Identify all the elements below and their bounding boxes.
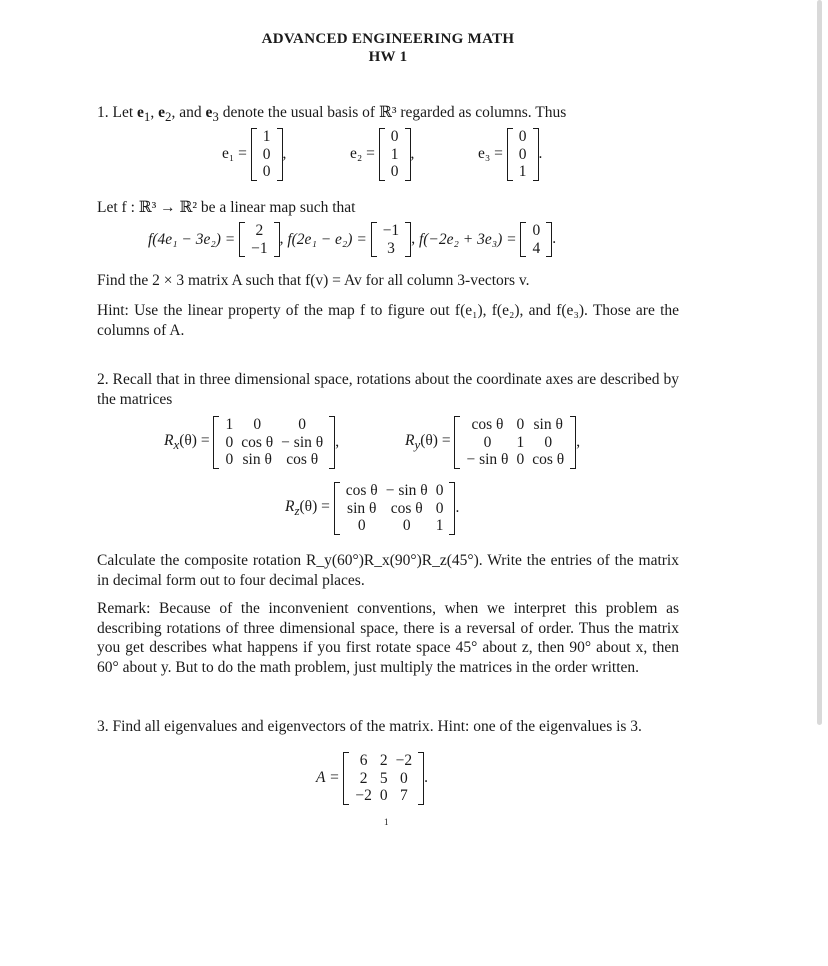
matrix-a-equation: A = 6 2 −2 2 5 0 −2 0 7 . (316, 752, 429, 804)
matrix-a-table: 6 2 −2 2 5 0 −2 0 7 (355, 752, 413, 804)
basis-e3: e₃ = 0 0 1 . (478, 128, 543, 180)
document-subtitle: HW 1 (368, 49, 408, 65)
matrix-e3 (507, 128, 539, 181)
problem-1-conditions: f(4e₁ − 3e₂) = 2 −1 , f(2e₁ − e₂) = −1 3 , f(−2e₂ + 3e₃) = 0 4 . (148, 222, 557, 257)
problem-1-intro: 1. Let $e_1$, $e_2$, and $e_3$ denote the usual basis of ℝ³ regarded as columns. Thus (97, 104, 567, 125)
problem-2-intro: 2. Recall that in three dimensional space, rotations about the coordinate axes are described by the matrices (97, 371, 679, 408)
problem-2-remark: Remark: Because of the inconvenient conventions, when we interpret this problem as describing rotations of three dimensional space, there is a reversal of order. Thus the matrix you get describes what happens if you first rotate space 45° about z, then 90° about x, then 60° about y. But to do the math problem, just multiply the matrices in the order written. (97, 600, 679, 676)
matrix-rz (334, 482, 456, 535)
rotation-ry: $R_y(\theta)$ = cos θ 0 sin θ 0 1 0 − sin θ 0 cos θ , (405, 416, 581, 468)
matrix-e3-table: 0 0 1 (518, 128, 527, 180)
matrix-e1-table: 1 0 0 (262, 128, 271, 180)
rotation-rx: $R_x(\theta)$ = 1 0 0 0 cos θ − sin θ 0 sin θ cos θ , (164, 416, 340, 468)
page-number: 1 (384, 817, 389, 827)
matrix-f1 (239, 222, 280, 257)
problem-3-intro: 3. Find all eigenvalues and eigenvectors of the matrix. Hint: one of the eigenvalues is 3. (97, 718, 642, 735)
matrix-f3 (520, 222, 552, 257)
basis-e1: e₁ = 1 0 0 , (222, 128, 287, 180)
matrix-rz-table: cos θ − sin θ 0 sin θ cos θ 0 0 0 1 (345, 482, 444, 534)
document-title: ADVANCED ENGINEERING MATH (261, 31, 515, 47)
matrix-e2-table: 0 1 0 (390, 128, 399, 180)
matrix-f1-table: 2 −1 (251, 222, 268, 257)
matrix-ry (454, 416, 576, 469)
matrix-a (343, 752, 424, 805)
matrix-e1 (251, 128, 283, 181)
matrix-rx-table: 1 0 0 0 cos θ − sin θ 0 sin θ cos θ (225, 416, 324, 468)
rotation-rz: $R_z(\theta)$ = cos θ − sin θ 0 sin θ cos θ 0 0 0 1 . (285, 482, 460, 534)
problem-2-task: Calculate the composite rotation R_y(60°)R_x(90°)R_z(45°). Write the entries of the matrix in decimal form out to four decimal places. (97, 552, 679, 589)
matrix-e2 (379, 128, 411, 181)
vertical-scrollbar[interactable] (817, 0, 822, 725)
problem-1-map-definition: Let f : ℝ³ → ℝ² be a linear map such that (97, 199, 356, 216)
matrix-f3-table: 0 4 (532, 222, 541, 257)
matrix-ry-table: cos θ 0 sin θ 0 1 0 − sin θ 0 cos θ (466, 416, 565, 468)
problem-1-task: Find the 2 × 3 matrix A such that f(v) = Av for all column 3-vectors v. (97, 272, 530, 289)
problem-1-hint: Hint: Use the linear property of the map f to figure out f(e₁), f(e₂), and f(e₃). Those are the columns of A. (97, 302, 679, 339)
matrix-f2-table: −1 3 (382, 222, 400, 257)
matrix-f2 (371, 222, 412, 257)
basis-e2: e₂ = 0 1 0 , (350, 128, 415, 180)
matrix-rx (213, 416, 335, 469)
